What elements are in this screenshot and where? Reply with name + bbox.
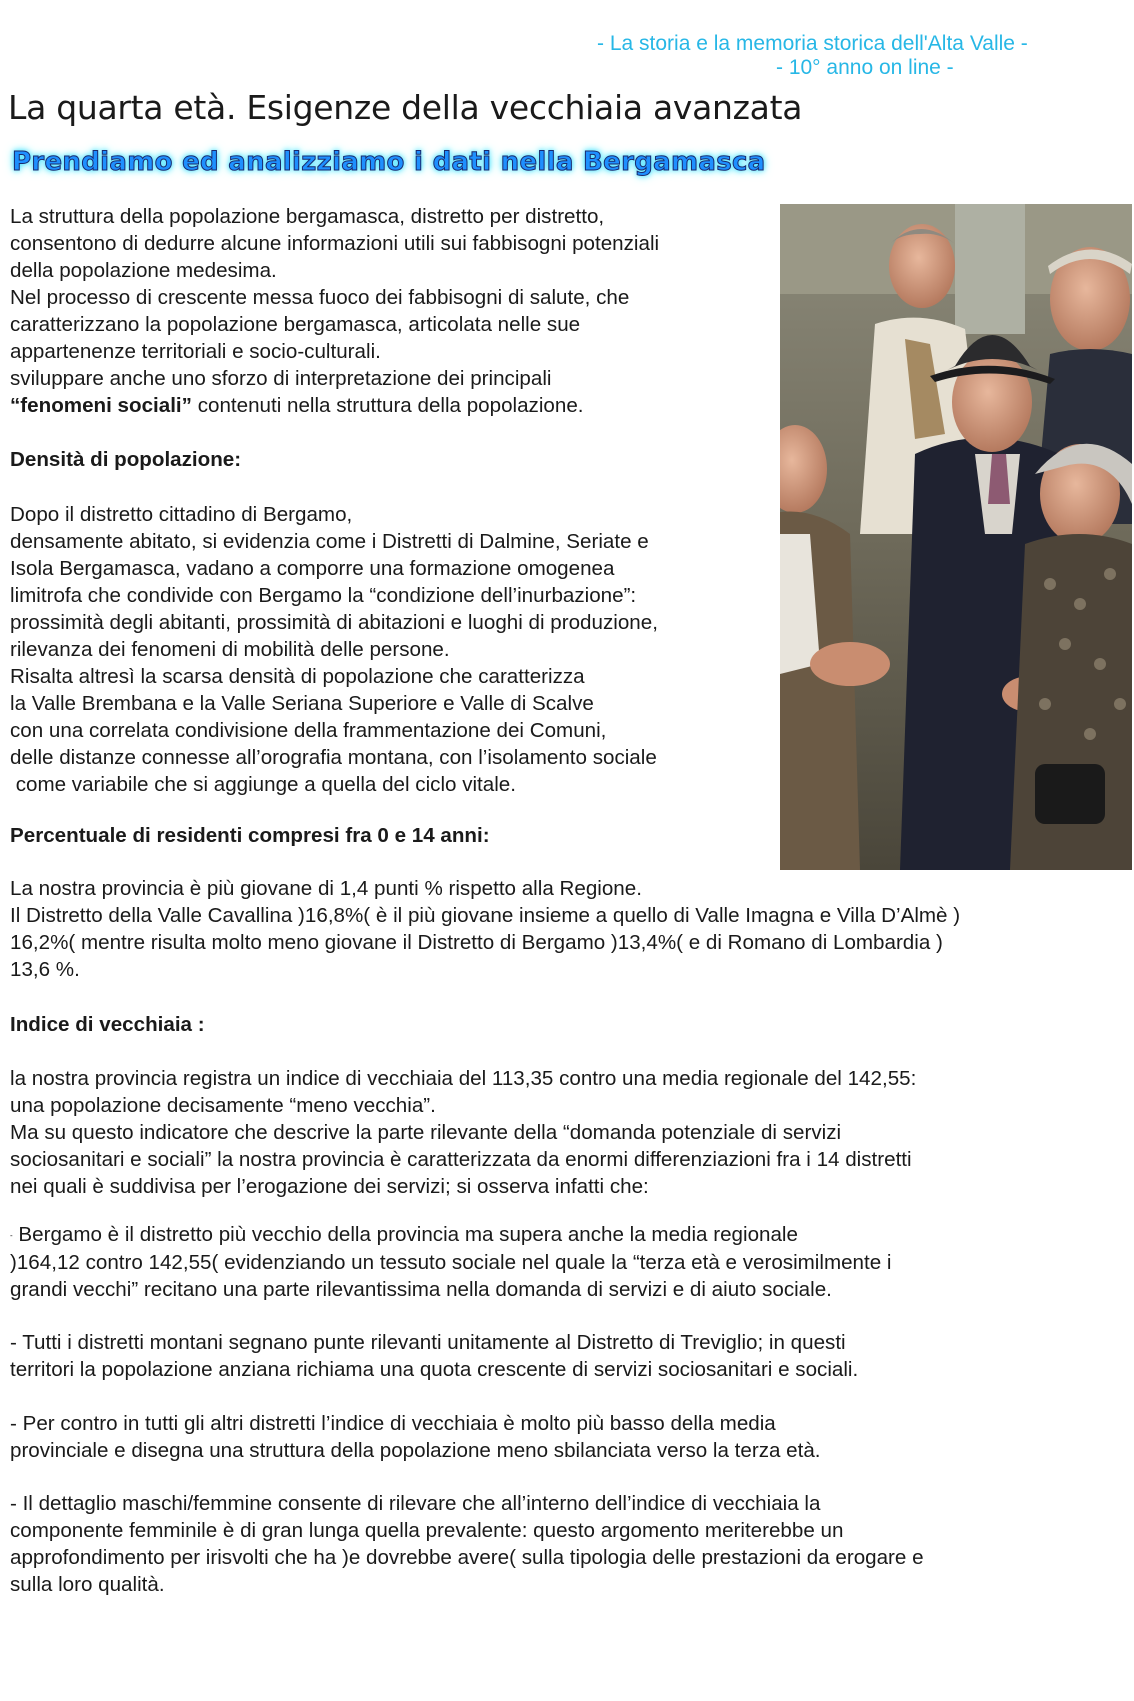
- text-line: Risalta altresì la scarsa densità di popolazione che caratterizza: [10, 665, 585, 688]
- text-line: )164,12 contro 142,55( evidenziando un tessuto sociale nel quale la “terza età e verosimilmente i: [10, 1251, 892, 1275]
- text-line: Ma su questo indicatore che descrive la parte rilevante della “domanda potenziale di servizi: [10, 1121, 842, 1144]
- text-line: - Tutti i distretti montani segnano punte rilevanti unitamente al Distretto di Treviglio; in questi: [10, 1331, 846, 1354]
- indice-paragraph: [10, 1065, 1125, 1200]
- text-line: come variabile che si aggiunge a quella del ciclo vitale.: [10, 773, 516, 796]
- bergamo-paragraph: [10, 1221, 1125, 1303]
- text-line: limitrofa che condivide con Bergamo la “condizione dell’inurbazione”:: [10, 584, 637, 607]
- text-line: appartenenze territoriali e socio-culturali.: [10, 340, 381, 363]
- intro-paragraph: [10, 203, 770, 419]
- page-subtitle: Prendiamo ed analizziamo i dati nella Bergamasca: [12, 147, 766, 177]
- text-line: - Il dettaglio maschi/femmine consente di rilevare che all’interno dell’indice di vecchiaia la: [10, 1492, 821, 1515]
- text-line: approfondimento per irisvolti che ha )e dovrebbe avere( sulla tipologia delle prestazioni da erogare e: [10, 1546, 924, 1569]
- site-tagline: - La storia e la memoria storica dell'Alta Valle -: [597, 32, 1028, 55]
- text-line: 13,6 %.: [10, 958, 80, 981]
- text-line: Il Distretto della Valle Cavallina )16,8%( è il più giovane insieme a quello di Valle Imagna e Villa D’Almè ): [10, 904, 961, 927]
- section-heading-percentuale: Percentuale di residenti compresi fra 0 e 14 anni:: [10, 824, 490, 847]
- text-line: Nel processo di crescente messa fuoco dei fabbisogni di salute, che: [10, 286, 630, 309]
- text-line: prossimità degli abitanti, prossimità di abitazioni e luoghi di produzione,: [10, 611, 658, 634]
- contro-paragraph: [10, 1410, 1125, 1464]
- text-line: sviluppare anche uno sforzo di interpretazione dei principali: [10, 367, 552, 390]
- bold-phrase: “fenomeni sociali”: [10, 394, 192, 417]
- text-line: con una correlata condivisione della frammentazione dei Comuni,: [10, 719, 607, 742]
- text-line: consentono di dedurre alcune informazioni utili sui fabbisogni potenziali: [10, 232, 660, 255]
- text-line: Isola Bergamasca, vadano a comporre una formazione omogenea: [10, 557, 615, 580]
- text-line: la Valle Brembana e la Valle Seriana Superiore e Valle di Scalve: [10, 692, 594, 715]
- text-line: la nostra provincia registra un indice di vecchiaia del 113,35 contro una media regionale del 142,55:: [10, 1067, 917, 1090]
- bullet-dash: -: [10, 1231, 13, 1241]
- text-line: provinciale e disegna una struttura della popolazione meno sbilanciata verso la terza età.: [10, 1439, 821, 1462]
- text-line: Dopo il distretto cittadino di Bergamo,: [10, 503, 353, 526]
- text-line: componente femminile è di gran lunga quella prevalente: questo argomento meriterebbe un: [10, 1519, 844, 1542]
- text-line: territori la popolazione anziana richiama una quota crescente di servizi sociosanitari e sociali.: [10, 1358, 859, 1381]
- montani-paragraph: [10, 1329, 1125, 1383]
- densita-paragraph: [10, 501, 780, 798]
- text-line: una popolazione decisamente “meno vecchia”.: [10, 1094, 436, 1117]
- text-line: 16,2%( mentre risulta molto meno giovane il Distretto di Bergamo )13,4%( e di Romano di Lombardia ): [10, 931, 943, 954]
- section-heading-indice: Indice di vecchiaia :: [10, 1013, 205, 1036]
- text-line: Bergamo è il distretto più vecchio della provincia ma supera anche la media regionale: [12, 1223, 798, 1246]
- text-line: densamente abitato, si evidenzia come i Distretti di Dalmine, Seriate e: [10, 530, 649, 553]
- text-line: delle distanze connesse all’orografia montana, con l’isolamento sociale: [10, 746, 657, 769]
- text-line: sulla loro qualità.: [10, 1573, 165, 1596]
- text-line: nei quali è suddivisa per l’erogazione dei servizi; si osserva infatti che:: [10, 1175, 649, 1198]
- section-heading-densita: Densità di popolazione:: [10, 448, 242, 471]
- text-line: contenuti nella struttura della popolazione.: [191, 394, 584, 417]
- dettaglio-paragraph: [10, 1490, 1125, 1598]
- page-title: La quarta età. Esigenze della vecchiaia avanzata: [8, 88, 803, 127]
- text-line: La struttura della popolazione bergamasca, distretto per distretto,: [10, 205, 605, 228]
- text-line: - Per contro in tutti gli altri distretti l’indice di vecchiaia è molto più basso della media: [10, 1412, 776, 1435]
- elderly-people-photo: [780, 204, 1132, 870]
- text-line: della popolazione medesima.: [10, 259, 277, 282]
- text-line: sociosanitari e sociali” la nostra provincia è caratterizzata da enormi differenziazioni fra i 14 distretti: [10, 1148, 912, 1171]
- site-anniversary: - 10° anno on line -: [776, 56, 954, 79]
- text-line: caratterizzano la popolazione bergamasca, articolata nelle sue: [10, 313, 581, 336]
- text-line: La nostra provincia è più giovane di 1,4 punti % rispetto alla Regione.: [10, 877, 642, 900]
- percentuale-paragraph: [10, 875, 1125, 983]
- text-line: rilevanza dei fenomeni di mobilità delle persone.: [10, 638, 450, 661]
- text-line: grandi vecchi” recitano una parte rilevantissima nella domanda di servizi e di aiuto sociale.: [10, 1278, 832, 1302]
